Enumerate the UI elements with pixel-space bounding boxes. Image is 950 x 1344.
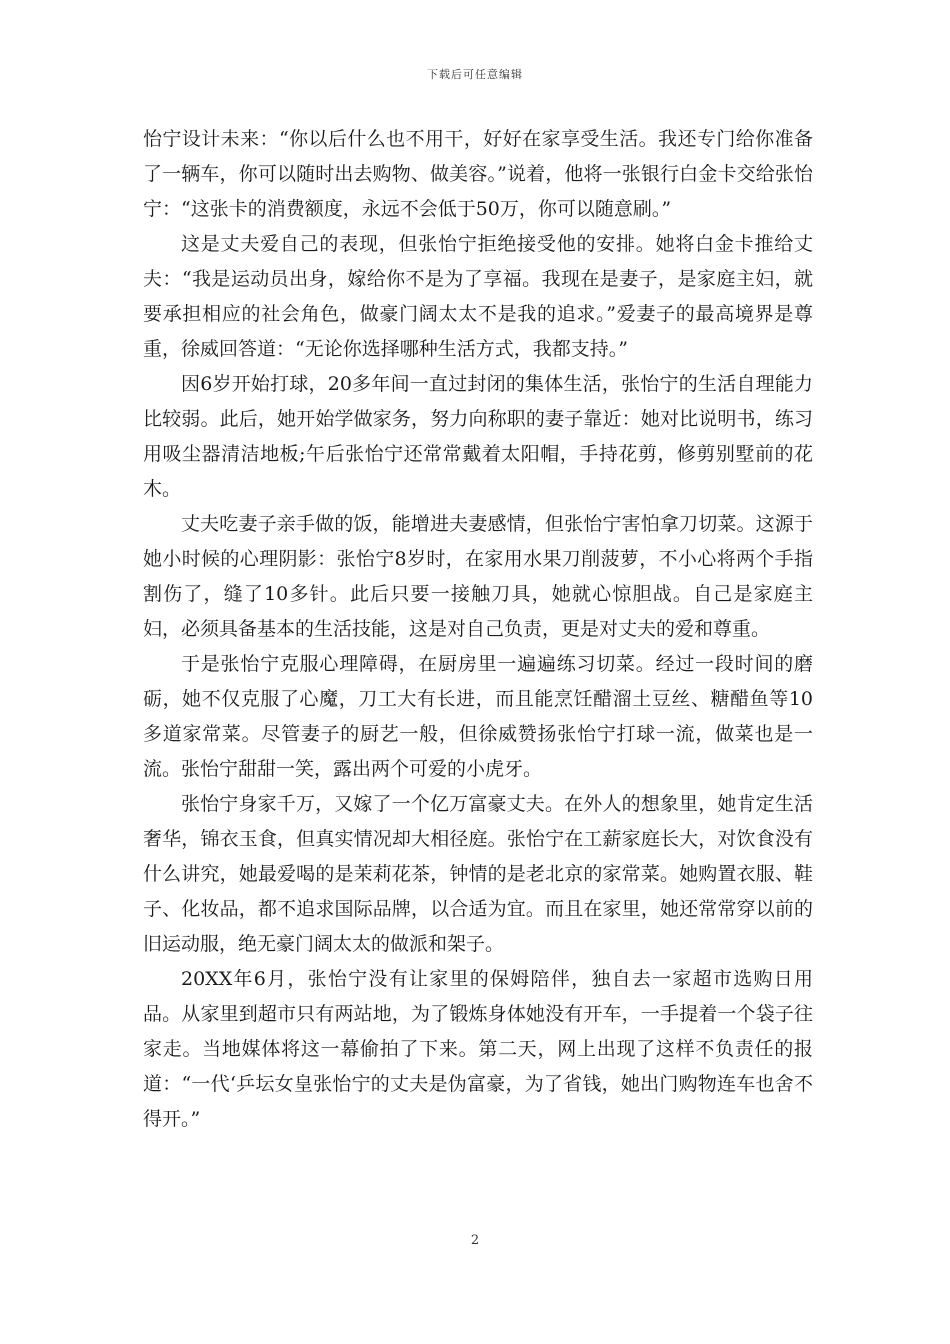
page-number: 2 xyxy=(470,1233,480,1248)
paragraph-1: 怡宁设计未来：“你以后什么也不用干，好好在家享受生活。我还专门给你准备了一辆车，你可以随时出去购物、做美容。”说着，他将一张银行白金卡交给张怡宁：“这张卡的消费额度，永远不会低于50万，你可以随意刷。” xyxy=(143,128,813,220)
paragraph-7: 20XX年6月，张怡宁没有让家里的保姆陪伴，独自去一家超市选购日用品。从家里到超市只有两站地，为了锻炼身体她没有开车，一手提着一个袋子往家走。当地媒体将这一幕偷拍了下来。第二天，网上出现了这样不负责任的报道：“一代‘乒坛女皇张怡宁的丈夫是伪富豪，为了省钱，她出门购物连车也舍不得开。” xyxy=(143,968,813,1130)
paragraph-6: 张怡宁身家千万，又嫁了一个亿万富豪丈夫。在外人的想象里，她肯定生活奢华，锦衣玉食，但真实情况却大相径庭。张怡宁在工薪家庭长大，对饮食没有什么讲究，她最爱喝的是茉莉花茶，钟情的是老北京的家常菜。她购置衣服、鞋子、化妆品，都不追求国际品牌，以合适为宜。而且在家里，她还常常穿以前的旧运动服，绝无豪门阔太太的做派和架子。 xyxy=(143,793,813,955)
paragraph-5: 于是张怡宁克服心理障碍，在厨房里一遍遍练习切菜。经过一段时间的磨砺，她不仅克服了心魔，刀工大有长进，而且能烹饪醋溜土豆丝、糖醋鱼等10多道家常菜。尽管妻子的厨艺一般，但徐威赞扬张怡宁打球一流，做菜也是一流。张怡宁甜甜一笑，露出两个可爱的小虎牙。 xyxy=(143,653,813,780)
paragraph-4: 丈夫吃妻子亲手做的饭，能增进夫妻感情，但张怡宁害怕拿刀切菜。这源于她小时候的心理阴影：张怡宁8岁时，在家用水果刀削菠萝，不小心将两个手指割伤了，缝了10多针。此后只要一接触刀具，她就心惊胆战。自己是家庭主妇，必须具备基本的生活技能，这是对自己负责，更是对丈夫的爱和尊重。 xyxy=(143,513,813,640)
page-header: 下载后可任意编辑 xyxy=(427,68,523,81)
body-text xyxy=(143,122,813,1137)
paragraph-2: 这是丈夫爱自己的表现，但张怡宁拒绝接受他的安排。她将白金卡推给丈夫：“我是运动员出身，嫁给你不是为了享福。我现在是妻子，是家庭主妇，就要承担相应的社会角色，做豪门阔太太不是我的追求。”爱妻子的最高境界是尊重，徐威回答道：“无论你选择哪种生活方式，我都支持。” xyxy=(143,233,813,360)
paragraph-3: 因6岁开始打球，20多年间一直过封闭的集体生活，张怡宁的生活自理能力比较弱。此后，她开始学做家务，努力向称职的妻子靠近：她对比说明书，练习用吸尘器清洁地板;午后张怡宁还常常戴着太阳帽，手持花剪，修剪别墅前的花木。 xyxy=(143,373,813,500)
